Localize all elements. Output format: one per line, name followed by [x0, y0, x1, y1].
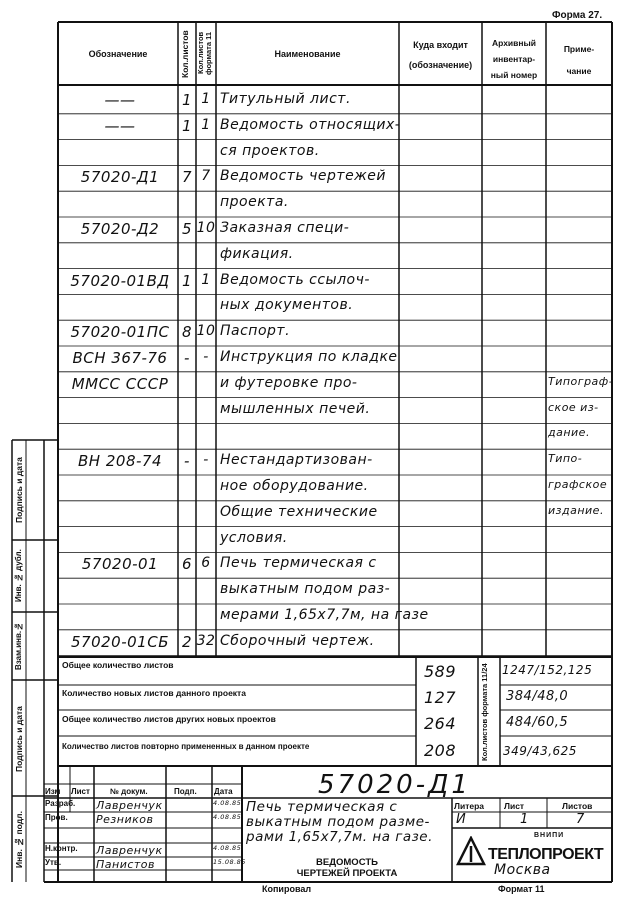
header-where-1: Куда входит: [413, 40, 468, 50]
row-name: Титульный лист.: [220, 91, 351, 107]
tb-role-date: 4.08.85: [213, 813, 242, 821]
header-sheets-format: Кол.листов формата 11: [196, 31, 213, 75]
tb-role-label: Утв.: [45, 858, 62, 867]
row-sheet-format: -: [203, 452, 209, 469]
footer-copied: Копировал: [262, 884, 312, 894]
table-row: [0, 217, 619, 243]
row-sheet-count: 1: [181, 116, 193, 135]
totals-format-label: Кол.листов формата 11/24: [480, 663, 489, 761]
row-sheet-format: 1: [201, 116, 211, 133]
row-name: Заказная специ-: [220, 220, 350, 236]
total-right-reused: 349/43,625: [503, 744, 577, 758]
row-name: и футеровке про-: [220, 374, 358, 391]
header-sheets-count: Кол.листов: [180, 30, 190, 78]
row-name: Ведомость чертежей: [220, 168, 387, 185]
table-row: [0, 527, 619, 553]
tb-litera-value: И: [456, 812, 467, 827]
row-sheet-format: 10: [196, 323, 216, 340]
header-designation: Обозначение: [88, 48, 148, 59]
tb-role-date: 15.08.85: [213, 858, 246, 866]
row-sheet-count: -: [184, 349, 190, 367]
row-name: ных документов.: [220, 297, 354, 314]
teploproekt-logo-icon: [456, 836, 486, 866]
table-row: [0, 114, 619, 140]
side-label-replace-inv: Взам.инв.№: [14, 621, 23, 671]
row-note: дание.: [548, 426, 590, 440]
org-small-label: ВНИПИ: [534, 832, 565, 839]
row-sheet-format: 1: [201, 271, 211, 288]
tb-litera-label: Литера: [454, 801, 484, 811]
row-name: мерами 1,65х7,7м, на газе: [220, 607, 429, 623]
tb-role-date: 4.08.85: [213, 799, 242, 807]
total-label-new: Количество новых листов данного проекта: [62, 688, 246, 698]
row-name: ся проектов.: [220, 142, 320, 159]
table-row: [0, 88, 619, 114]
row-sheet-format: -: [203, 349, 209, 365]
row-name: Ведомость относящих-: [220, 116, 401, 133]
row-designation: 57020-Д1: [80, 168, 160, 187]
table-row: [0, 346, 619, 372]
total-label-other: Общее количество листов других новых проектов: [62, 714, 276, 724]
row-sheet-count: 7: [181, 168, 193, 187]
header-note-2: чание: [566, 66, 592, 76]
table-row: [0, 449, 619, 475]
org-name: ТЕПЛОПРОЕКТ: [488, 846, 604, 863]
tb-header-docnum: № докум.: [110, 787, 148, 796]
total-right-all: 1247/152,125: [502, 663, 593, 677]
header-archive-3: ный номер: [490, 70, 538, 80]
table-row: [0, 398, 619, 424]
row-note: Типо-: [548, 452, 583, 466]
doc-title-line1: ВЕДОМОСТЬ: [316, 857, 378, 868]
header-archive-2: инвентар-: [492, 54, 536, 64]
tb-header-date: Дата: [214, 787, 233, 796]
table-row: [0, 320, 619, 346]
row-name: проекта.: [220, 194, 289, 211]
doc-title-line2: ЧЕРТЕЖЕЙ ПРОЕКТА: [296, 868, 398, 879]
tb-sheet-value: 1: [520, 812, 529, 827]
table-row: [0, 552, 619, 578]
doc-description-line1: Печь термическая с: [246, 799, 398, 815]
doc-number: 57020-Д1: [318, 770, 471, 800]
table-row: [0, 165, 619, 191]
doc-description-line2: выкатным подом разме-: [246, 814, 430, 830]
tb-header-sheet: Лист: [71, 787, 90, 796]
row-note: издание.: [548, 503, 604, 517]
table-row: [0, 294, 619, 320]
row-designation: ВН 208-74: [78, 452, 162, 471]
row-designation: 57020-01: [81, 555, 159, 574]
row-name: Печь термическая с: [220, 555, 377, 572]
side-label-signature-date-2: Подпись и дата: [14, 457, 24, 523]
table-row: [0, 372, 619, 398]
row-sheet-count: 6: [181, 555, 193, 574]
row-designation: 57020-01СБ: [71, 632, 169, 651]
footer-format: Формат 11: [498, 884, 545, 894]
table-row: [0, 578, 619, 604]
row-designation: ВСН 367-76: [72, 349, 168, 367]
row-sheet-format: 6: [201, 555, 211, 572]
tb-header-change: Изм: [45, 787, 61, 796]
tb-sheets-value: 7: [576, 812, 585, 827]
row-name: ное оборудование.: [220, 478, 369, 494]
tb-role-name: Резников: [96, 813, 154, 826]
tb-role-name: Лавренчук: [96, 799, 163, 812]
table-row: [0, 191, 619, 217]
row-sheet-count: 8: [181, 323, 193, 342]
tb-role-date: 4.08.85: [213, 844, 242, 852]
tb-role-label: Пров.: [45, 813, 68, 822]
form-label: Форма 27.: [552, 10, 603, 21]
row-name: Нестандартизован-: [220, 452, 373, 469]
row-name: Ведомость ссылоч-: [220, 271, 370, 288]
row-sheet-count: 1: [181, 271, 193, 290]
header-note-1: Приме-: [563, 44, 595, 54]
row-name: фикация.: [220, 245, 294, 262]
tb-role-name: Лавренчук: [96, 844, 163, 857]
header-archive-1: Архивный: [491, 38, 536, 48]
total-value-new: 127: [424, 688, 457, 707]
table-row: [0, 243, 619, 269]
side-label-inv-duplicate: Инв. № дубл.: [14, 549, 23, 603]
total-label-reused: Количество листов повторно примененных в данном проекте: [62, 742, 310, 751]
row-name: выкатным подом раз-: [220, 581, 391, 598]
row-name: мышленных печей.: [220, 400, 371, 417]
total-label-all: Общее количество листов: [62, 660, 174, 670]
row-designation: 57020-01ПС: [70, 323, 170, 342]
row-name: Сборочный чертеж.: [220, 632, 375, 649]
row-name: Инструкция по кладке: [220, 349, 398, 365]
tb-role-name: Панистов: [96, 858, 156, 871]
row-designation: 57020-01ВД: [70, 271, 170, 290]
table-row: [0, 604, 619, 630]
side-label-inv-original: Инв. № подл.: [14, 811, 24, 869]
table-row: [0, 475, 619, 501]
row-sheet-format: 7: [201, 168, 211, 185]
row-name: Общие технические: [220, 503, 378, 520]
row-designation: 57020-Д2: [80, 220, 160, 238]
tb-sheets-label: Листов: [562, 801, 593, 811]
row-note: Типограф-: [548, 374, 614, 388]
row-name: условия.: [220, 529, 288, 546]
total-value-reused: 208: [424, 741, 457, 760]
tb-role-label: Н.контр.: [45, 844, 78, 853]
org-city: Москва: [494, 862, 551, 878]
row-sheet-format: 10: [196, 220, 216, 236]
row-designation: ММСС СССР: [71, 374, 169, 393]
row-designation: ——: [104, 91, 136, 109]
row-note: графское: [548, 478, 608, 491]
total-value-all: 589: [424, 662, 457, 681]
doc-description-line3: рами 1,65х7,7м. на газе.: [246, 829, 433, 845]
header-name: Наименование: [274, 48, 341, 59]
row-name: Паспорт.: [220, 323, 291, 340]
tb-header-signature: Подп.: [174, 787, 197, 796]
row-sheet-count: 5: [181, 220, 193, 238]
table-row: [0, 630, 619, 656]
tb-role-label: Разраб.: [45, 799, 76, 808]
side-label-signature-date-1: Подпись и дата: [14, 706, 24, 772]
row-designation: ——: [104, 116, 136, 135]
table-row: [0, 140, 619, 166]
total-right-other: 484/60,5: [506, 715, 569, 730]
table-row: [0, 423, 619, 449]
row-sheet-count: 2: [181, 632, 193, 651]
row-sheet-count: 1: [181, 91, 193, 109]
table-row: [0, 501, 619, 527]
table-row: [0, 269, 619, 295]
total-value-other: 264: [424, 714, 457, 733]
tb-sheet-label: Лист: [504, 801, 525, 811]
row-sheet-format: 32: [196, 632, 216, 649]
header-where-2: (обозначение): [408, 60, 473, 70]
row-note: ское из-: [548, 400, 599, 414]
total-right-new: 384/48,0: [506, 689, 569, 704]
row-sheet-format: 1: [201, 91, 211, 107]
row-sheet-count: -: [184, 452, 190, 471]
